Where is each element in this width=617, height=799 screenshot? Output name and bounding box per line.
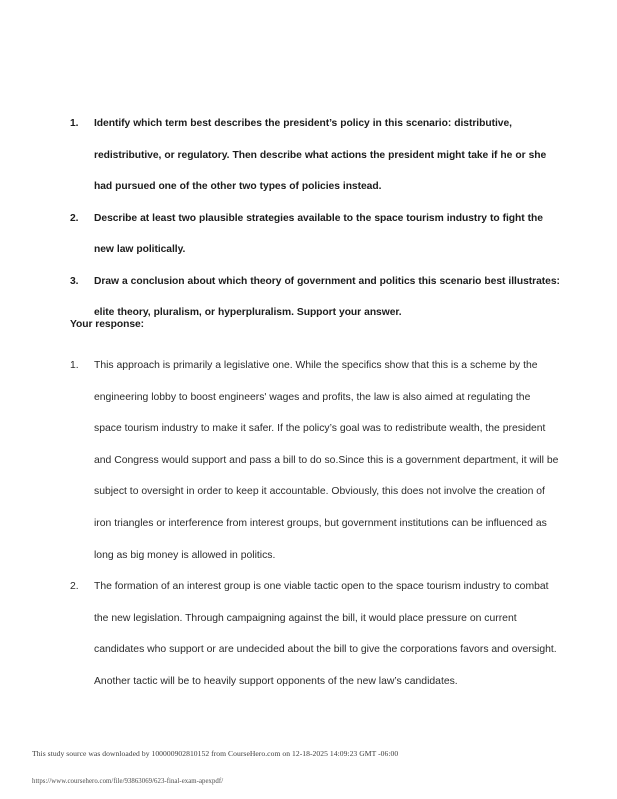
answer-text: The formation of an interest group is one viable tactic open to the space tourism industry to combat the new legislation. Through campaigning against the bill, it would place pressure on current candidates who support or are undecided about the bill to give the corporations favors and oversight. Another tactic will be to heavily support opponents of the new law’s candidates. [94,581,557,687]
question-text: Draw a conclusion about which theory of government and politics this scenario best illustrates: elite theory, pluralism, or hyperpluralism. Support your answer. [94,275,560,318]
answer-text: This approach is primarily a legislative one. While the specifics show that this is a scheme by the engineering lobby to boost engineers' wages and profits, the law is also aimed at regulating the space tourism industry to make it safer. If the policy’s goal was to redistribute wealth, the president and Congress would support and pass a bill to do so.Since this is a government department, it will be subject to oversight in order to keep it accountable. Obviously, this does not involve the creation of iron triangles or interference from interest groups, but government institutions can be influenced as long as big money is allowed in politics. [94,360,559,561]
question-text: Describe at least two plausible strategies available to the space tourism industry to fight the new law politically. [94,212,543,255]
list-item [70,350,560,571]
response-answer-list [70,350,560,698]
source-url-link[interactable]: https://www.coursehero.com/file/93863069/623-final-exam-apexpdf/ [32,778,224,785]
list-marker: 2. [70,212,79,224]
list-item [70,203,560,266]
list-marker: 2. [70,581,79,593]
list-marker: 3. [70,275,79,287]
download-watermark-note: This study source was downloaded by 100000902810152 from CourseHero.com on 12-18-2025 14:09:23 GMT -06:00 [32,749,399,758]
list-marker: 1. [70,360,79,371]
response-heading: Your response: [70,319,145,330]
question-text: Identify which term best describes the president’s policy in this scenario: distributive, redistributive, or regulatory. Then describe what actions the president might take if he or she had pursued one of the other two types of policies instead. [94,118,547,192]
list-marker: 1. [70,118,79,129]
question-prompt-list [70,108,560,329]
list-item [70,571,560,697]
list-item [70,108,560,203]
